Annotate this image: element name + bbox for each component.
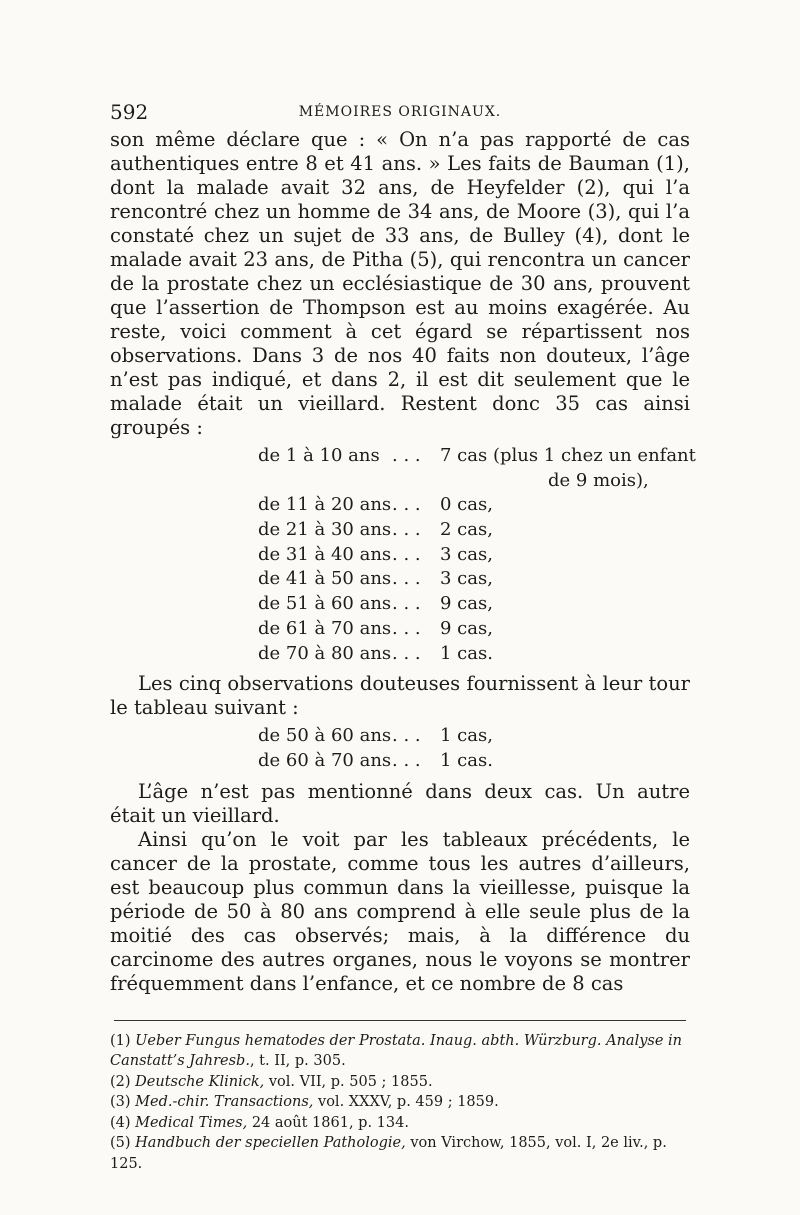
table-row — [110, 543, 690, 568]
table-row — [110, 749, 690, 774]
case-count: 7 cas (plus 1 chez un enfant — [440, 445, 696, 466]
footnote-source: Medical Times, — [135, 1114, 248, 1131]
footnote-source: Handbuch der speciellen Pathologie, — [135, 1135, 406, 1152]
table-row — [110, 469, 690, 494]
footnote-5 — [110, 1133, 690, 1174]
leader-dots: . . . — [392, 445, 421, 466]
footnote-number: (1) — [110, 1032, 131, 1049]
case-note: de 9 mois), — [548, 469, 649, 491]
footnote-detail: , t. II, p. 305. — [249, 1053, 346, 1070]
age-range: de 1 à 10 ans — [258, 445, 380, 466]
footnote-source: Ueber Fungus hematodes der Prostata. Inaug. abth. Würzburg. Analyse in Canstatt’s Jahresb. — [110, 1032, 683, 1070]
footnote-detail: vol. VII, p. 505 ; 1855. — [264, 1073, 433, 1090]
paragraph-3: L’âge n’est pas mentionné dans deux cas. Un autre était un vieillard. — [110, 779, 690, 827]
running-title: MÉMOIRES ORIGINAUX. — [298, 104, 502, 120]
paragraph-2: Les cinq observations douteuses fournissent à leur tour le tableau suivant : — [110, 672, 690, 720]
table-row — [110, 493, 690, 518]
age-range: de 61 à 70 ans — [258, 617, 392, 639]
table-row — [110, 724, 690, 749]
age-range: de 70 à 80 ans — [258, 642, 392, 664]
age-range: de 41 à 50 ans — [258, 568, 392, 590]
leader-dots: . . . — [392, 543, 421, 565]
leader-dots: . . . — [392, 593, 421, 615]
paragraph-1: son même déclare que : « On n’a pas rapporté de cas authentiques entre 8 et 41 ans. » Les faits de Bauman (1), dont la malade avait 32 ans, de Heyfelder (2), qui l’a rencontré chez un homme de 34 ans, de Moore (3), qui l’a constaté chez un sujet de 33 ans, de Bulley (4), dont le malade avait 23 ans, de Pitha (5), qui rencontra un cancer de la prostate chez un ecclésiastique de 30 ans, prouvent que l’assertion de Thompson est au moins exagérée. Au reste, voici comment à cet égard se répartissent nos observations. Dans 3 de nos 40 faits non douteux, l’âge n’est pas indiqué, et dans 2, il est dit seulement que le malade était un vieillard. Restent donc 35 cas ainsi groupés : — [110, 128, 690, 439]
footnote-detail: 24 août 1861, p. 134. — [247, 1114, 409, 1131]
page — [110, 100, 696, 1174]
footnote-detail: vol. XXXV, p. 459 ; 1859. — [313, 1094, 499, 1111]
footnote-2 — [110, 1072, 690, 1093]
case-count: 3 cas, — [440, 568, 493, 590]
age-range: de 31 à 40 ans — [258, 543, 392, 565]
footnote-number: (2) — [110, 1073, 131, 1090]
footnote-detail: von Virchow, 1855, vol. I, 2e liv., p. 125. — [110, 1135, 667, 1172]
case-count: 1 cas. — [440, 749, 493, 771]
age-table-certain — [110, 444, 696, 666]
footnote-1 — [110, 1031, 690, 1072]
age-range: de 51 à 60 ans — [258, 593, 392, 615]
footnote-4 — [110, 1113, 690, 1134]
paragraph-4: Ainsi qu’on le voit par les tableaux précédents, le cancer de la prostate, comme tous les autres d’ailleurs, est beaucoup plus commun dans la vieillesse, puisque la période de 50 à 80 ans comprend à elle seule plus de la moitié des cas observés; mais, à la différence du carcinome des autres organes, nous le voyons se montrer fréquemment dans l’enfance, et ce nombre de 8 cas — [110, 827, 690, 995]
case-count: 1 cas, — [440, 725, 493, 747]
leader-dots: . . . — [392, 568, 421, 590]
age-range: de 50 à 60 ans — [258, 725, 392, 747]
leader-dots: . . . — [392, 749, 421, 771]
footnote-source: Deutsche Klinick, — [135, 1073, 265, 1090]
leader-dots: . . . — [392, 519, 421, 541]
page-header — [110, 100, 690, 128]
table-row — [110, 617, 690, 642]
case-count: 9 cas, — [440, 617, 493, 639]
table-row — [110, 518, 690, 543]
case-count: 0 cas, — [440, 494, 493, 516]
footnotes — [110, 1031, 690, 1175]
case-count: 9 cas, — [440, 593, 493, 615]
table-row — [110, 567, 690, 592]
case-count: 1 cas. — [440, 642, 493, 664]
table-row — [110, 592, 690, 617]
page-number: 592 — [110, 100, 149, 124]
footnote-number: (4) — [110, 1114, 131, 1131]
leader-dots: . . . — [392, 494, 421, 516]
leader-dots: . . . — [392, 617, 421, 639]
age-table-doubtful — [110, 724, 690, 773]
table-row — [110, 444, 696, 469]
age-range: de 21 à 30 ans — [258, 519, 392, 541]
footnote-3 — [110, 1092, 690, 1113]
leader-dots: . . . — [392, 725, 421, 747]
age-range: de 60 à 70 ans — [258, 749, 392, 771]
age-range: de 11 à 20 ans — [258, 494, 392, 516]
footnote-divider — [114, 1020, 686, 1021]
case-count: 3 cas, — [440, 543, 493, 565]
footnote-number: (5) — [110, 1135, 131, 1152]
leader-dots: . . . — [392, 642, 421, 664]
case-count: 2 cas, — [440, 519, 493, 541]
table-row — [110, 642, 690, 667]
footnote-number: (3) — [110, 1094, 131, 1111]
footnote-source: Med.-chir. Transactions, — [135, 1094, 314, 1111]
